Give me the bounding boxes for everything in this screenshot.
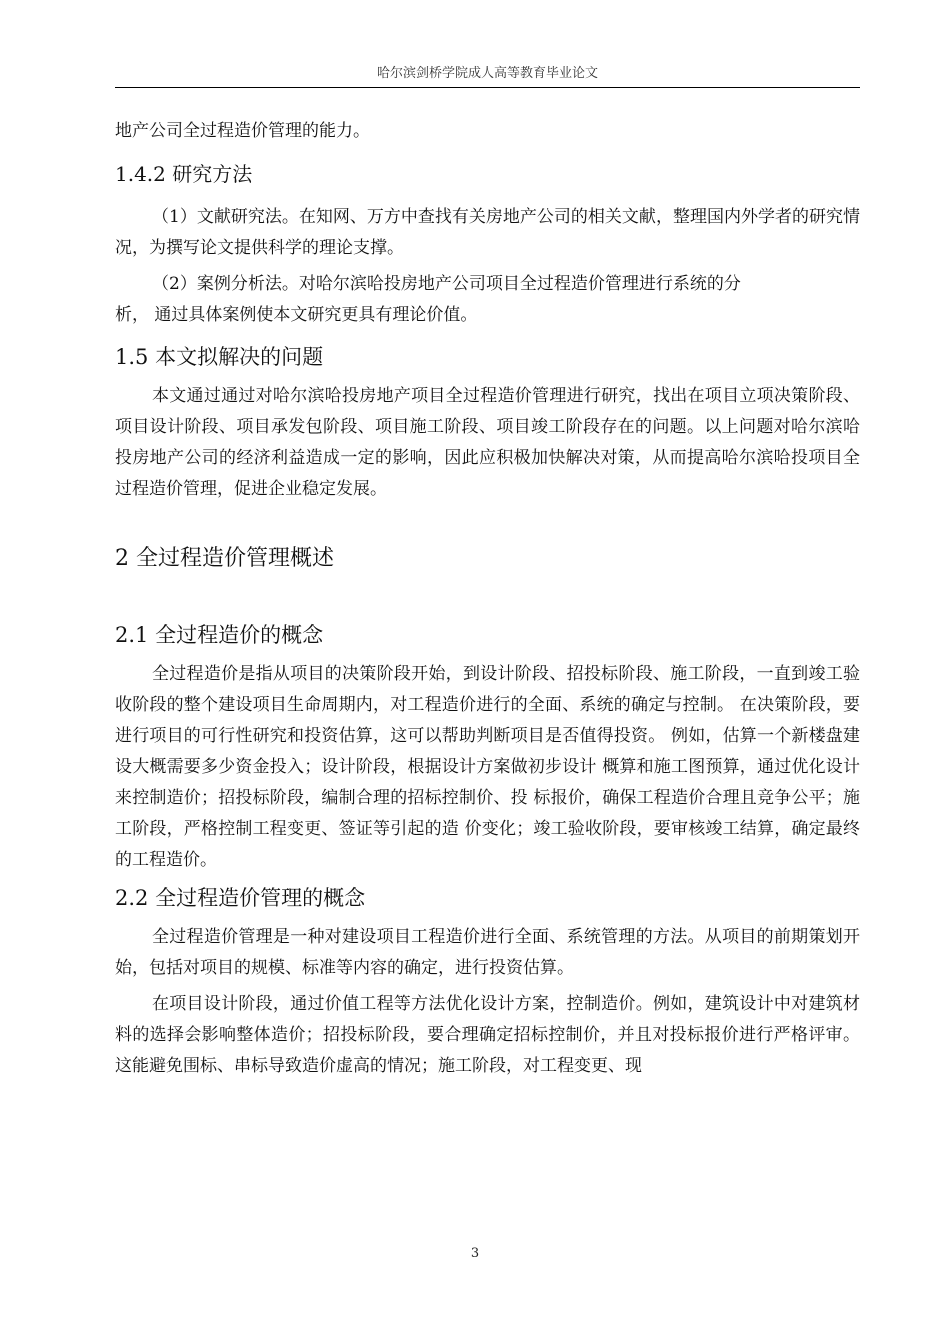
paragraph-2-1: 全过程造价是指从项目的决策阶段开始，到设计阶段、招投标阶段、施工阶段，一直到竣工验收阶段的整个建设项目生命周期内，对工程造价进行的全面、系统的确定与控制。 在决策阶段，要进行项目的可行性研究和投资估算，这可以帮助判断项目是否值得投资。 例如，估算一个新楼盘建设大概需要多少资金投入；设计阶段，根据设计方案做初步设计 概算和施工图预算，通过优化设计来控制造价；招投标阶段，编制合理的招标控制价、投 标报价，确保工程造价合理且竞争公平；施工阶段，严格控制工程变更、签证等引起的造 价变化；竣工验收阶段，要审核竣工结算，确定最终的工程造价。 <box>115 664 860 870</box>
header-divider <box>115 87 860 88</box>
paragraph-method-literature: （1）文献研究法。在知网、万方中查找有关房地产公司的相关文献，整理国内外学者的研究情况，为撰写论文提供科学的理论支撑。 <box>115 207 860 258</box>
page-body <box>115 116 860 1082</box>
paragraph-method-case-line1: （2）案例分析法。对哈尔滨哈投房地产公司项目全过程造价管理进行系统的分 <box>152 274 741 294</box>
page-number: 3 <box>470 1246 480 1261</box>
paragraph-2-2-intro: 全过程造价管理是一种对建设项目工程造价进行全面、系统管理的方法。从项目的前期策划开始，包括对项目的规模、标准等内容的确定，进行投资估算。 <box>115 927 860 978</box>
paragraph-problems: 本文通过通过对哈尔滨哈投房地产项目全过程造价管理进行研究，找出在项目立项决策阶段、项目设计阶段、项目承发包阶段、项目施工阶段、项目竣工阶段存在的问题。以上问题对哈尔滨哈投房地产公司的经济利益造成一定的影响，因此应积极加快解决对策，从而提高哈尔滨哈投项目全过程造价管理，促进企业稳定发展。 <box>115 386 860 499</box>
heading-1-5: 1.5 本文拟解决的问题 <box>115 345 324 369</box>
heading-chapter-2: 2 全过程造价管理概述 <box>115 546 334 571</box>
page-header: 哈尔滨剑桥学院成人高等教育毕业论文 <box>376 66 598 81</box>
heading-1-4-2: 1.4.2 研究方法 <box>115 162 253 186</box>
heading-2-2: 2.2 全过程造价管理的概念 <box>115 886 366 910</box>
heading-2-1: 2.1 全过程造价的概念 <box>115 623 324 647</box>
paragraph-method-case-line2: 析， 通过具体案例使本文研究更具有理论价值。 <box>115 305 478 325</box>
paragraph-continuation: 地产公司全过程造价管理的能力。 <box>115 121 370 141</box>
paragraph-2-2-design: 在项目设计阶段，通过价值工程等方法优化设计方案，控制造价。例如，建筑设计中对建筑材料的选择会影响整体造价；招投标阶段，要合理确定招标控制价，并且对投标报价进行严格评审。这能避免围标、串标导致造价虚高的情况；施工阶段，对工程变更、现 <box>115 994 860 1076</box>
